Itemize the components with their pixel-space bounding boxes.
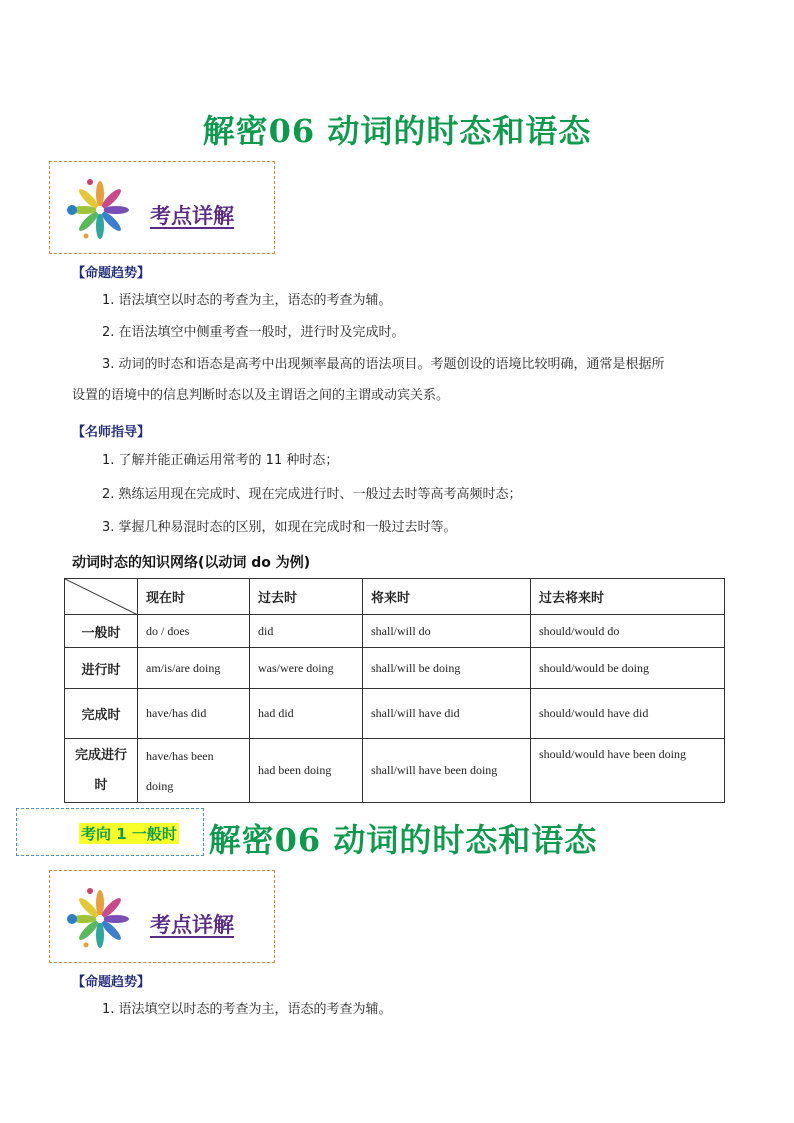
- table-row: [65, 689, 725, 739]
- row-header-line-2: 时: [94, 777, 108, 793]
- col-header-present: 现在时: [138, 579, 250, 615]
- table-cell: shall/will have been doing: [363, 739, 531, 803]
- row-header-progressive: 进行时: [65, 648, 138, 689]
- guide-heading: 【名师指导】: [72, 425, 151, 440]
- page-title-2: 解密06 动词的时态和语态: [208, 821, 598, 859]
- table-cell: should/would do: [531, 615, 725, 648]
- kaoxiang-tag-box: [16, 808, 204, 856]
- trend-item-3: 3. 动词的时态和语态是高考中出现频率最高的语法项目。考题创设的语境比较明确，通常是根据所: [102, 357, 665, 372]
- flower-logo-icon: [64, 885, 130, 951]
- guide-item-3: 3. 掌握几种易混时态的区别，如现在完成时和一般过去时等。: [102, 520, 457, 535]
- guide-item-1: 1. 了解并能正确运用常考的 11 种时态；: [102, 453, 339, 468]
- table-cell: have/has did: [138, 689, 250, 739]
- tense-table: [64, 578, 725, 803]
- col-header-past-future: 过去将来时: [531, 579, 725, 615]
- table-cell: should/would be doing: [531, 648, 725, 689]
- row-header-perfect: 完成时: [65, 689, 138, 739]
- table-cell: should/would have did: [531, 689, 725, 739]
- table-cell: should/would have been doing: [531, 739, 725, 803]
- table-cell: do / does: [138, 615, 250, 648]
- col-header-future: 将来时: [363, 579, 531, 615]
- trend-heading-2: 【命题趋势】: [72, 975, 151, 990]
- table-cell: had been doing: [250, 739, 363, 803]
- table-cell: [138, 739, 250, 803]
- kaodian-label-2: 考点详解: [150, 912, 234, 937]
- table-cell: had did: [250, 689, 363, 739]
- kaodian-box-2: [49, 870, 275, 963]
- trend-item-2: 2. 在语法填空中侧重考查一般时，进行时及完成时。: [102, 325, 405, 340]
- page-title: 解密06 动词的时态和语态: [202, 112, 592, 150]
- trend-item-2-1: 1. 语法填空以时态的考查为主，语态的考查为辅。: [102, 1002, 392, 1017]
- flower-logo-icon: [64, 176, 130, 242]
- kaodian-box: [49, 161, 275, 254]
- row-header-perfect-progressive: [65, 739, 138, 803]
- row-header-simple: 一般时: [65, 615, 138, 648]
- table-cell: am/is/are doing: [138, 648, 250, 689]
- guide-item-2: 2. 熟练运用现在完成时、现在完成进行时、一般过去时等高考高频时态；: [102, 487, 522, 502]
- kaodian-label: 考点详解: [150, 203, 234, 228]
- table-row: [65, 648, 725, 689]
- diagonal-line-icon: [65, 579, 138, 615]
- table-row: [65, 615, 725, 648]
- trend-item-3-cont: 设置的语境中的信息判断时态以及主谓语之间的主谓或动宾关系。: [72, 388, 450, 403]
- col-header-past: 过去时: [250, 579, 363, 615]
- table-cell: was/were doing: [250, 648, 363, 689]
- table-row: [65, 739, 725, 803]
- table-cell: did: [250, 615, 363, 648]
- network-title: 动词时态的知识网络(以动词 do 为例): [72, 555, 311, 571]
- kaoxiang-tag-label: 考向 1 一般时: [81, 825, 177, 843]
- cell-line-1: have/has been: [146, 748, 214, 763]
- table-cell: shall/will have did: [363, 689, 531, 739]
- table-cell: shall/will be doing: [363, 648, 531, 689]
- table-cell: shall/will do: [363, 615, 531, 648]
- trend-item-1: 1. 语法填空以时态的考查为主，语态的考查为辅。: [102, 293, 392, 308]
- table-corner: [65, 579, 138, 615]
- cell-line-2: doing: [146, 778, 174, 793]
- trend-heading: 【命题趋势】: [72, 266, 151, 281]
- row-header-line-1: 完成进行: [74, 747, 127, 763]
